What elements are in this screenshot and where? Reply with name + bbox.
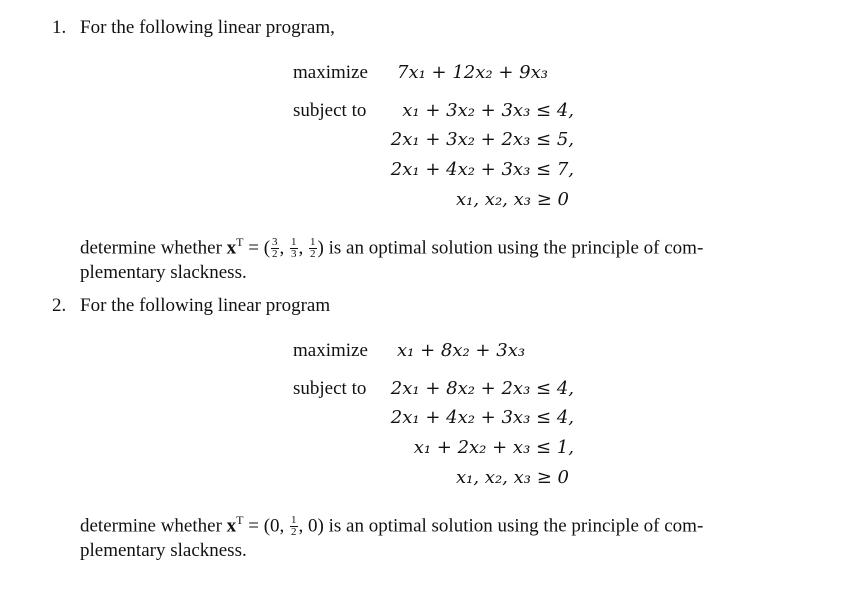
problem-2-objective: x₁ + 8x₂ + 3x₃ <box>397 340 526 361</box>
problem-1-intro: For the following linear program, <box>80 17 335 38</box>
problem-1-constraint-1: x₁ + 3x₂ + 3x₃ ≤ 4, <box>402 100 574 121</box>
problem-1-number: 1. <box>52 17 67 38</box>
problem-2-nonnegativity: x₁, x₂, x₃ ≥ 0 <box>456 467 569 488</box>
problem-1-question: determine whether $x^T$ = ( $\frac{3}{2}$ , $\frac{1}{3}$ , $\frac{1}{2}$ ) is an optimal solution using the principle of com- plementary slackness. <box>80 235 704 284</box>
problem-2-intro: For the following linear program <box>80 295 331 316</box>
problem-1-maximize-label: maximize <box>293 62 368 83</box>
problem-1-constraint-3: 2x₁ + 4x₂ + 3x₃ ≤ 7, <box>390 159 574 180</box>
problem-1-constraint-2: 2x₁ + 3x₂ + 2x₃ ≤ 5, <box>390 129 574 150</box>
problem-2-subject-to-label: subject to <box>293 378 367 399</box>
problem-2-constraint-2: 2x₁ + 4x₂ + 3x₃ ≤ 4, <box>390 407 574 428</box>
problem-1-objective: 7x₁ + 12x₂ + 9x₃ <box>397 62 548 83</box>
problem-1-subject-to-label: subject to <box>293 100 367 121</box>
problem-2-constraint-1: 2x₁ + 8x₂ + 2x₃ ≤ 4, <box>390 378 574 399</box>
problem-2-number: 2. <box>52 295 67 316</box>
problem-2-maximize-label: maximize <box>293 340 368 361</box>
problem-2-question: determine whether $x^T = (0$, $\frac{1}{2}$ , 0) is an optimal solution using the principle of com- plementary slackness. <box>80 513 704 562</box>
problem-2-constraint-3: x₁ + 2x₂ + x₃ ≤ 1, <box>413 437 574 458</box>
problem-1-nonnegativity: x₁, x₂, x₃ ≥ 0 <box>456 189 569 210</box>
